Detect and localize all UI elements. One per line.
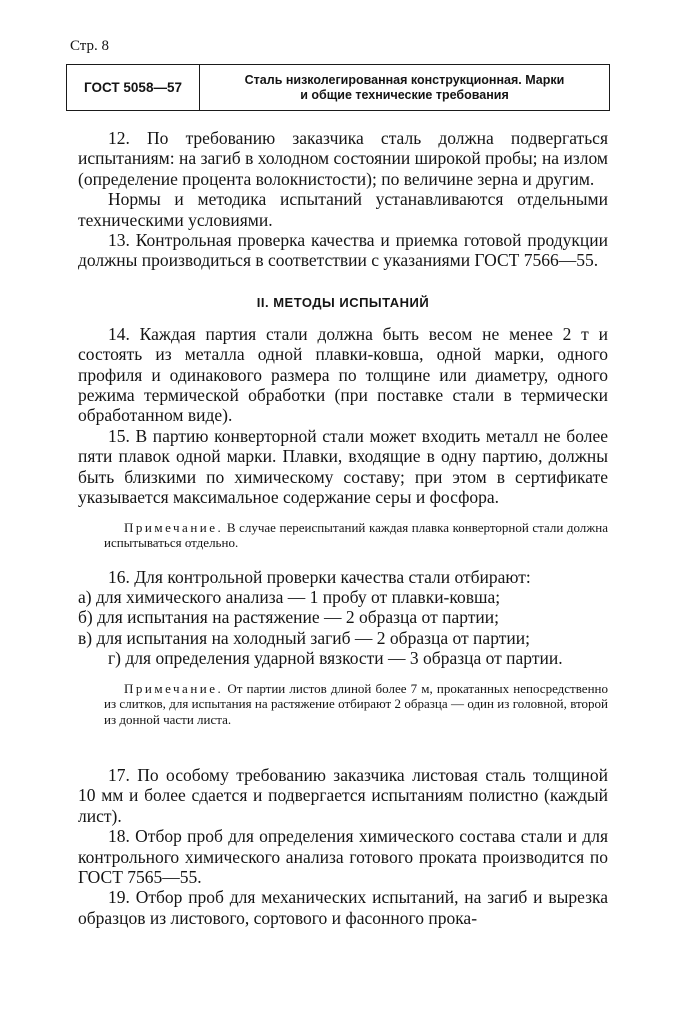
page-body [78, 128, 608, 928]
note-2-lead: Примечание. [124, 680, 224, 696]
list-item-a: а) для химического анализа — 1 пробу от плавки-ковша; [78, 586, 501, 607]
standard-title [200, 65, 609, 110]
paragraph-12-continued: Нормы и методика испытаний устанавливаются отдельными техническими условиями. [78, 189, 608, 230]
page-number: Стр. 8 [70, 38, 110, 54]
paragraph-13: 13. Контрольная проверка качества и приемка готовой продукции должны производиться в соответствии с указаниями ГОСТ 7566—55. [78, 230, 608, 271]
standard-title-line-2: и общие технические требования [300, 87, 509, 102]
paragraph-19: 19. Отбор проб для механических испытаний, на загиб и вырезка образцов из листового, сортового и фасонного прока- [78, 887, 608, 928]
section-heading: II. МЕТОДЫ ИСПЫТАНИЙ [256, 294, 430, 310]
note-2 [78, 681, 608, 728]
note-1-lead: Примечание. [124, 519, 224, 535]
paragraph-16: 16. Для контрольной проверки качества стали отбирают: [108, 566, 531, 587]
standard-title-line-1: Сталь низколегированная конструкционная. Марки [244, 72, 565, 87]
note-1-text: В случае переиспытаний каждая плавка конверторной стали должна испытываться отдельно. [104, 519, 609, 550]
paragraph-14: 14. Каждая партия стали должна быть весом не менее 2 т и состоять из металла одной плавки-ковша, одной марки, одного профиля и одинакового размера по толщине или диаметру, одного режима термической обработки (при поставке стали в термически обработанном виде). [78, 323, 608, 426]
note-1 [78, 520, 608, 551]
list-item-c: в) для испытания на холодный загиб — 2 образца от партии; [78, 627, 530, 648]
paragraph-12: 12. По требованию заказчика сталь должна подвергаться испытаниям: на загиб в холодном состоянии широкой пробы; на излом (определение процента волокнистости); по величине зерна и другим. [78, 128, 608, 189]
paragraph-18: 18. Отбор проб для определения химического состава стали и для контрольного химического анализа готового проката производится по ГОСТ 7565—55. [78, 826, 608, 888]
document-header [66, 64, 610, 111]
list-item-b: б) для испытания на растяжение — 2 образца от партии; [78, 607, 499, 628]
list-item-d: г) для определения ударной вязкости — 3 образца от партии. [108, 648, 563, 669]
note-2-text: От партии листов длиной более 7 м, прокатанных непосредственно из слитков, для испытания на растяжение отбирают 2 образца — один из головной, второй из донной части листа. [104, 680, 608, 727]
standard-code: ГОСТ 5058—57 [67, 65, 200, 110]
paragraph-17: 17. По особому требованию заказчика листовая сталь толщиной 10 мм и более сдается и подвергается испытаниям полистно (каждый лист). [78, 765, 608, 826]
paragraph-15: 15. В партию конверторной стали может входить металл не более пяти плавок одной марки. Плавки, входящие в одну партию, должны быть близкими по химическому составу; при этом в сертификате указывается максимальное содержание серы и фосфора. [78, 425, 608, 508]
